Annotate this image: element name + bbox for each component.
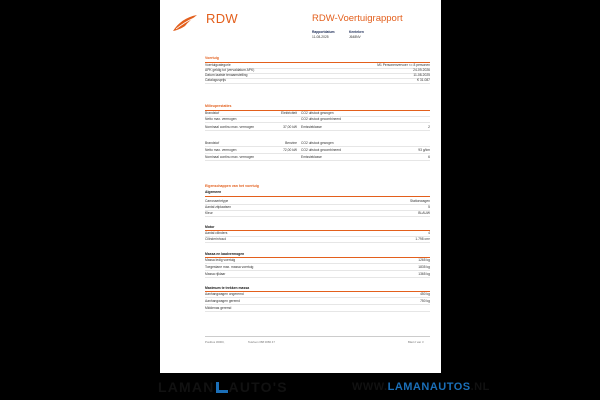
footer-divider: [205, 336, 430, 337]
section-environment-heading: Milieuprestaties: [205, 104, 232, 108]
table-row: Massa ledig voertuig 1265 kg: [205, 258, 430, 262]
report-date: Rapportdatum 11-08-2025: [312, 30, 335, 39]
table-row: Datum laatste tenaamstelling 11-08-2025: [205, 73, 430, 77]
table-row: Nominaal continu max. vermogen Emissieklasse 6: [205, 155, 430, 159]
table-row: Netto max. vermogen 72,00 kW CO2 uitstoot gecombineerd 93 g/km: [205, 148, 430, 152]
subsection-mass-heading: Massa en laadvermogen: [205, 252, 245, 256]
dealer-logo: LAMAN AUTO'S: [158, 379, 288, 395]
table-row: Carrosserietype Stationwagen: [205, 199, 430, 203]
brand-name: RDW: [206, 11, 238, 26]
section-properties-heading: Eigenschappen van het voertuig: [205, 184, 259, 188]
license-plate: Kenteken J648NV: [349, 30, 364, 39]
table-row: Brandstof Elektriciteit CO2 uitstoot gewogen: [205, 111, 430, 117]
table-row: Aanhangwagen ongeremd 450 kg: [205, 292, 430, 296]
table-row: Middenas geremd: [205, 306, 430, 312]
dealer-logo-corner-icon: [216, 382, 228, 393]
footer-page-number: Blad 2 van 3: [408, 340, 424, 344]
table-row: Voertuigcategorie M1 Personenvervoer <= 8 personen: [205, 63, 430, 67]
table-row: Brandstof Benzine CO2 uitstoot gewogen: [205, 141, 430, 147]
rdw-bird-logo-icon: [172, 14, 198, 32]
table-row: Cilinderinhoud 1.798 cm³: [205, 237, 430, 241]
table-row: Aanhangwagen geremd 750 kg: [205, 299, 430, 303]
subsection-general-heading: Algemeen: [205, 190, 222, 194]
table-row: Toegestane max. massa voertuig 1835 kg: [205, 265, 430, 269]
footer-phone: Telefoon 088 0080 47: [248, 340, 275, 344]
table-row: Netto max. vermogen CO2 uitstoot gecombineerd: [205, 117, 430, 123]
dealer-website[interactable]: WWW.LAMANAUTOS.NL: [352, 381, 490, 393]
report-page: [160, 0, 441, 373]
table-row: Catalogusprijs € 31.087: [205, 78, 430, 82]
report-title: RDW-Voertuigrapport: [312, 13, 403, 24]
table-row: Massa rijklaar 1365 kg: [205, 272, 430, 276]
subsection-tow-heading: Maximum te trekken massa: [205, 286, 250, 290]
footer-address: Postbus 30000,: [205, 340, 225, 344]
subsection-engine-heading: Motor: [205, 225, 215, 229]
divider: [205, 196, 430, 197]
section-vehicle-heading: Voertuig: [205, 56, 219, 60]
table-row: Aantal zitplaatsen 5: [205, 205, 430, 209]
table-row: Kleur BLAUW: [205, 211, 430, 215]
table-row: Aantal cilinders 4: [205, 231, 430, 235]
table-row: Nominaal continu max. vermogen 37,00 kW Emissieklasse 2: [205, 125, 430, 129]
table-row: APK geldig tot (vervaldatum APK) 24-09-2026: [205, 68, 430, 72]
